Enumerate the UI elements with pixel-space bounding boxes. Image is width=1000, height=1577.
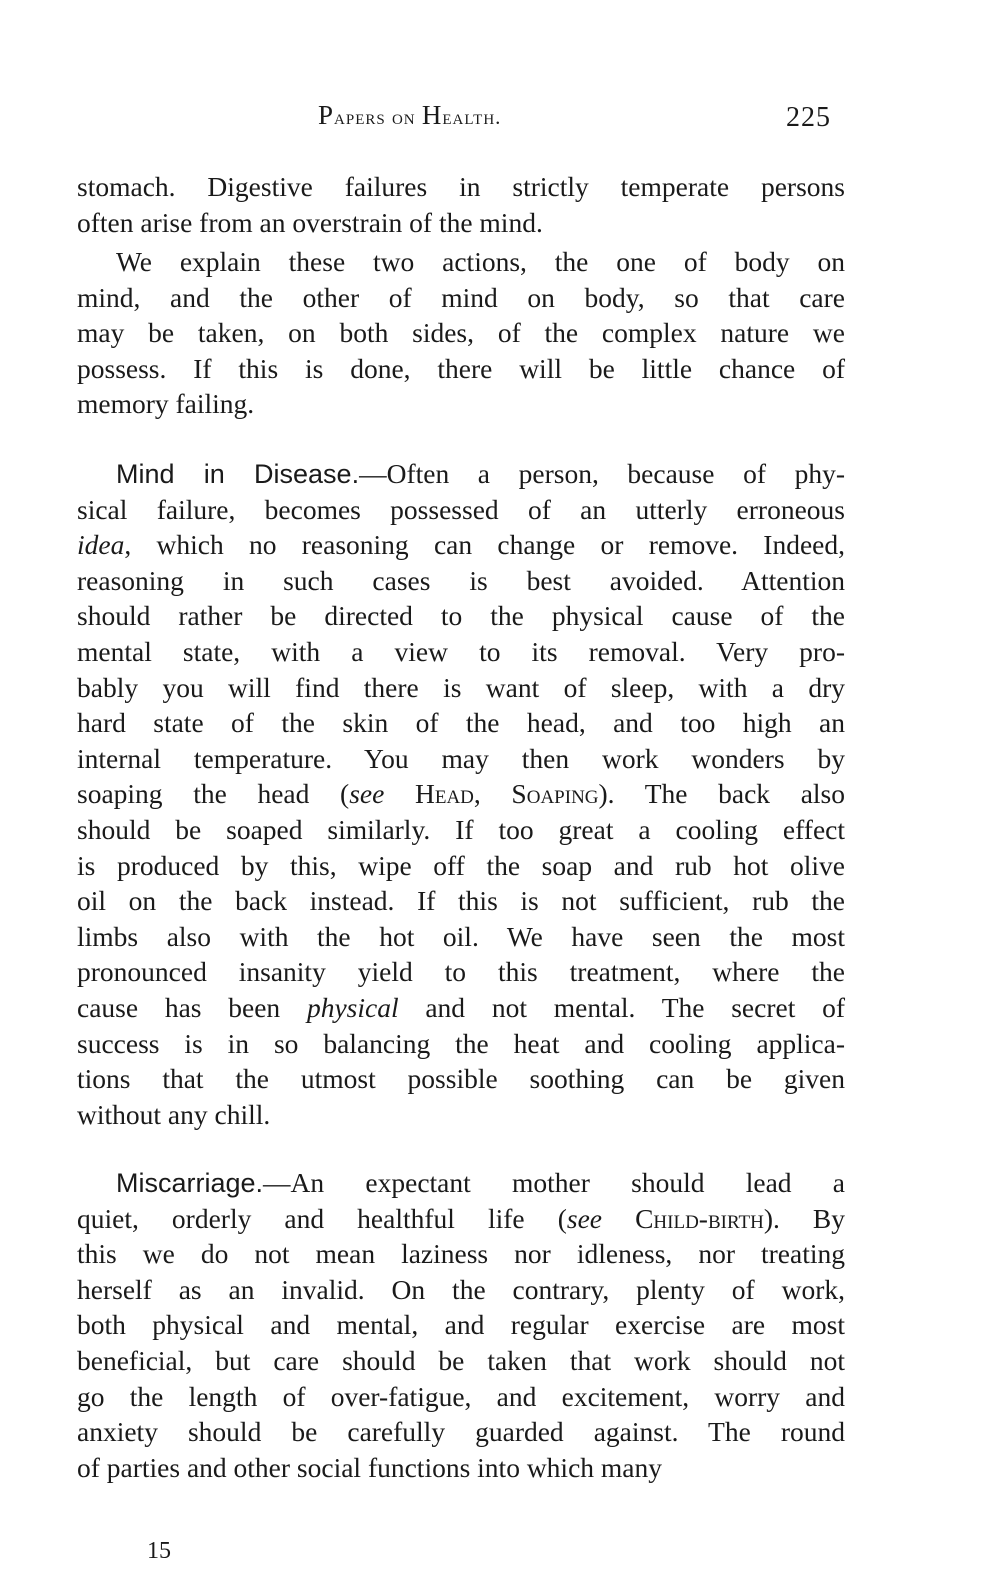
paragraph bbox=[77, 1165, 845, 1485]
text-run: often arise from an overstrain of the mind. bbox=[77, 206, 543, 238]
text-run: ). The back also bbox=[598, 778, 846, 810]
text-run: success is in so balancing the heat and cooling applica- bbox=[77, 1027, 845, 1059]
page-number: 225 bbox=[786, 102, 831, 133]
small-caps-reference: Head, Soaping bbox=[384, 778, 599, 810]
header-initial-p: P bbox=[318, 100, 335, 130]
text-line bbox=[77, 883, 845, 919]
paragraph bbox=[77, 244, 845, 422]
text-line bbox=[77, 954, 845, 990]
running-header bbox=[318, 100, 501, 131]
text-line bbox=[77, 205, 845, 241]
italic-text: see bbox=[349, 778, 385, 810]
text-run: and not mental. The secret of bbox=[398, 991, 846, 1023]
text-run: possess. If this is done, there will be little chance of bbox=[77, 352, 845, 384]
text-run: stomach. Digestive failures in strictly temperate persons bbox=[77, 171, 845, 202]
text-run: cause has been bbox=[77, 991, 307, 1023]
text-line bbox=[77, 492, 845, 528]
text-run: of parties and other social functions into which many bbox=[77, 1451, 662, 1483]
text-line bbox=[77, 776, 845, 812]
text-run: should rather be directed to the physical cause of the bbox=[77, 600, 845, 632]
text-line bbox=[77, 563, 845, 599]
text-line bbox=[77, 1379, 845, 1415]
text-run: tions that the utmost possible soothing can be given bbox=[77, 1063, 845, 1095]
text-run: anxiety should be carefully guarded against. The round bbox=[77, 1416, 845, 1448]
text-run: mind, and the other of mind on body, so that care bbox=[77, 281, 845, 313]
text-run: reasoning in such cases is best avoided. Attention bbox=[77, 564, 845, 596]
text-run: go the length of over-fatigue, and excitement, worry and bbox=[77, 1380, 845, 1412]
header-initial-h: H bbox=[421, 100, 443, 130]
text-line bbox=[77, 1061, 845, 1097]
text-line bbox=[77, 315, 845, 351]
text-run: is produced by this, wipe off the soap and rub hot olive bbox=[77, 849, 845, 881]
text-line bbox=[77, 1026, 845, 1062]
text-run: ). By bbox=[763, 1202, 846, 1234]
text-run: quiet, orderly and healthful life ( bbox=[77, 1202, 567, 1234]
text-line bbox=[77, 527, 845, 563]
text-line bbox=[77, 634, 845, 670]
text-line bbox=[77, 741, 845, 777]
small-caps-reference: Child-birth bbox=[602, 1202, 764, 1234]
text-run: internal temperature. You may then work wonders by bbox=[77, 742, 845, 774]
header-text-2: ealth. bbox=[442, 105, 502, 129]
text-run: hard state of the skin of the head, and too high an bbox=[77, 707, 845, 739]
text-line bbox=[77, 280, 845, 316]
text-run: should be soaped similarly. If too great a cooling effect bbox=[77, 813, 845, 845]
text-run: memory failing. bbox=[77, 388, 255, 420]
text-line bbox=[77, 990, 845, 1026]
section-heading: Miscarriage. bbox=[116, 1168, 264, 1198]
text-run: oil on the back instead. If this is not sufficient, rub the bbox=[77, 885, 845, 917]
text-run: bably you will find there is want of sleep, with a dry bbox=[77, 671, 845, 703]
text-run: beneficial, but care should be taken that work should not bbox=[77, 1344, 845, 1376]
text-line bbox=[77, 919, 845, 955]
italic-text: see bbox=[566, 1202, 602, 1234]
italic-text: idea bbox=[77, 529, 125, 561]
text-run: mental state, with a view to its removal. Very pro- bbox=[77, 635, 845, 667]
text-run: pronounced insanity yield to this treatment, where the bbox=[77, 956, 845, 988]
text-line bbox=[77, 1097, 845, 1133]
text-line bbox=[77, 1165, 845, 1201]
text-line bbox=[77, 1236, 845, 1272]
text-run: We explain these two actions, the one of body on bbox=[116, 246, 845, 277]
text-line bbox=[77, 1272, 845, 1308]
text-line bbox=[77, 244, 845, 280]
text-run: , which no reasoning can change or remove. Indeed, bbox=[124, 529, 845, 561]
text-run: —An expectant mother should lead a bbox=[263, 1167, 845, 1198]
text-line bbox=[77, 386, 845, 422]
text-line bbox=[77, 1201, 845, 1237]
text-run: both physical and mental, and regular exercise are most bbox=[77, 1309, 845, 1341]
text-run: may be taken, on both sides, of the complex nature we bbox=[77, 317, 845, 349]
text-line bbox=[77, 812, 845, 848]
text-run: —Often a person, because of phy- bbox=[359, 458, 845, 489]
text-line bbox=[77, 848, 845, 884]
text-run: soaping the head ( bbox=[77, 778, 350, 810]
text-run: without any chill. bbox=[77, 1098, 271, 1130]
text-line bbox=[77, 1414, 845, 1450]
text-line bbox=[77, 456, 845, 492]
text-run: herself as an invalid. On the contrary, plenty of work, bbox=[77, 1273, 845, 1305]
text-line bbox=[77, 1307, 845, 1343]
text-line bbox=[77, 670, 845, 706]
text-line bbox=[77, 351, 845, 387]
text-line bbox=[77, 1343, 845, 1379]
text-run: limbs also with the hot oil. We have seen the most bbox=[77, 920, 845, 952]
paragraph bbox=[77, 169, 845, 240]
text-line bbox=[77, 598, 845, 634]
text-run: sical failure, becomes possessed of an utterly erroneous bbox=[77, 493, 845, 525]
text-line bbox=[77, 705, 845, 741]
text-run: this we do not mean laziness nor idleness, nor treating bbox=[77, 1238, 845, 1270]
header-text-1: apers on bbox=[334, 105, 422, 129]
italic-text: physical bbox=[306, 991, 399, 1023]
text-line bbox=[77, 1450, 845, 1486]
paragraph bbox=[77, 456, 845, 1132]
text-line bbox=[77, 169, 845, 205]
signature-mark: 15 bbox=[147, 1538, 171, 1564]
section-heading: Mind in Disease. bbox=[116, 459, 360, 489]
